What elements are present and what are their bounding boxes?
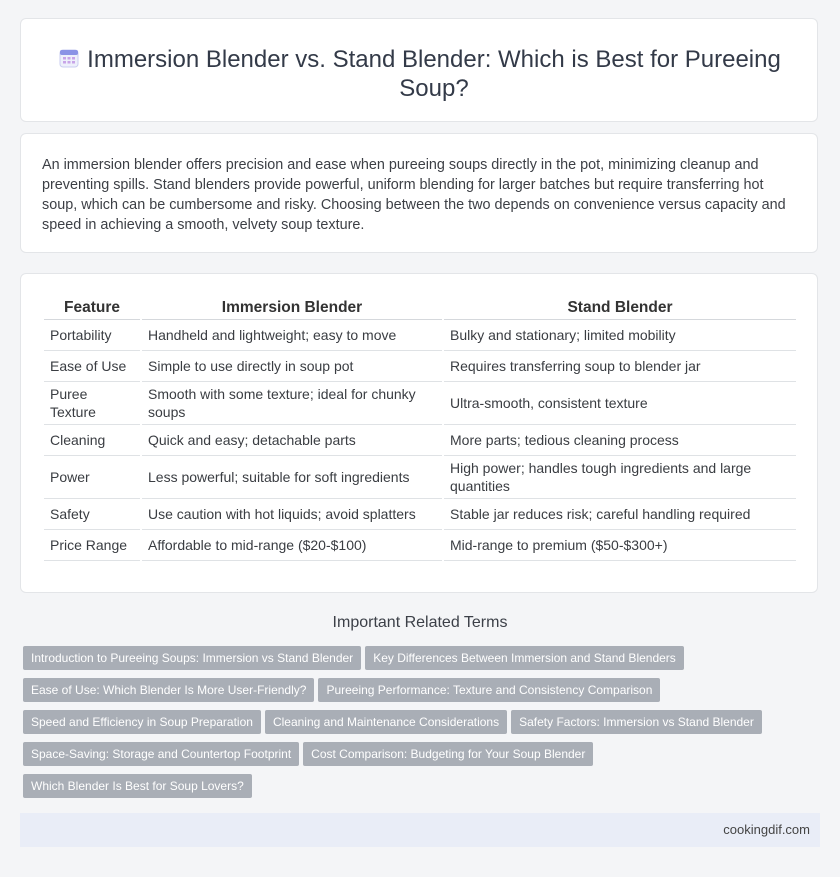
related-terms-title: Important Related Terms [332,614,508,631]
intro-text: An immersion blender offers precision and ease when pureeing soups directly in the pot, minimizing cleanup and preventing spills. Stand blenders provide powerful, uniform blending for larger batches but require transferring hot soup, which can be cumbersome and risky. Choosing between the two depends on convenience versus capacity and speed in achieving a smooth, velvety soup texture. [42,157,786,233]
table-cell: High power; handles tough ingredients and large quantities [444,456,796,499]
table-cell: Ultra-smooth, consistent texture [444,382,796,425]
table-cell: Power [44,456,140,499]
related-term-tag[interactable]: Space-Saving: Storage and Countertop Footprint [23,742,299,766]
table-cell: Requires transferring soup to blender jar [444,351,796,382]
related-term-tag[interactable]: Safety Factors: Immersion vs Stand Blender [511,710,762,734]
table-cell: Affordable to mid-range ($20-$100) [142,530,442,561]
table-cell: Bulky and stationary; limited mobility [444,320,796,351]
related-term-tag[interactable]: Cost Comparison: Budgeting for Your Soup Blender [303,742,593,766]
table-header: Stand Blender [444,297,796,320]
related-term-tag[interactable]: Cleaning and Maintenance Considerations [265,710,507,734]
page-title: Immersion Blender vs. Stand Blender: Which is Best for Pureeing Soup? [87,46,781,102]
table-cell: Portability [44,320,140,351]
table-cell: Mid-range to premium ($50-$300+) [444,530,796,561]
table-row [44,530,796,561]
table-cell: Handheld and lightweight; easy to move [142,320,442,351]
table-row [44,499,796,530]
comparison-card [20,273,818,593]
table-cell: Cleaning [44,425,140,456]
table-row [44,320,796,351]
table-cell: Simple to use directly in soup pot [142,351,442,382]
table-row [44,425,796,456]
table-cell: Quick and easy; detachable parts [142,425,442,456]
related-term-tag[interactable]: Ease of Use: Which Blender Is More User-Friendly? [23,678,314,702]
table-cell: Smooth with some texture; ideal for chunky soups [142,382,442,425]
table-cell: Puree Texture [44,382,140,425]
table-header: Feature [44,297,140,320]
table-header: Immersion Blender [142,297,442,320]
table-cell: Ease of Use [44,351,140,382]
intro-card [20,133,818,253]
table-cell: Use caution with hot liquids; avoid splatters [142,499,442,530]
footer-site-link[interactable]: cookingdif.com [723,822,810,837]
related-terms-list [23,646,793,806]
table-cell: Stable jar reduces risk; careful handling required [444,499,796,530]
related-term-tag[interactable]: Speed and Efficiency in Soup Preparation [23,710,261,734]
table-header-row [44,297,796,320]
table-row [44,351,796,382]
table-cell: Less powerful; suitable for soft ingredients [142,456,442,499]
comparison-table [42,297,798,561]
related-term-tag[interactable]: Which Blender Is Best for Soup Lovers? [23,774,252,798]
related-term-tag[interactable]: Introduction to Pureeing Soups: Immersion vs Stand Blender [23,646,361,670]
table-row [44,382,796,425]
related-term-tag[interactable]: Key Differences Between Immersion and Stand Blenders [365,646,684,670]
header-card [20,18,818,122]
table-cell: Price Range [44,530,140,561]
table-cell: Safety [44,499,140,530]
table-cell: More parts; tedious cleaning process [444,425,796,456]
table-row [44,456,796,499]
related-term-tag[interactable]: Pureeing Performance: Texture and Consistency Comparison [318,678,660,702]
footer [20,813,820,847]
